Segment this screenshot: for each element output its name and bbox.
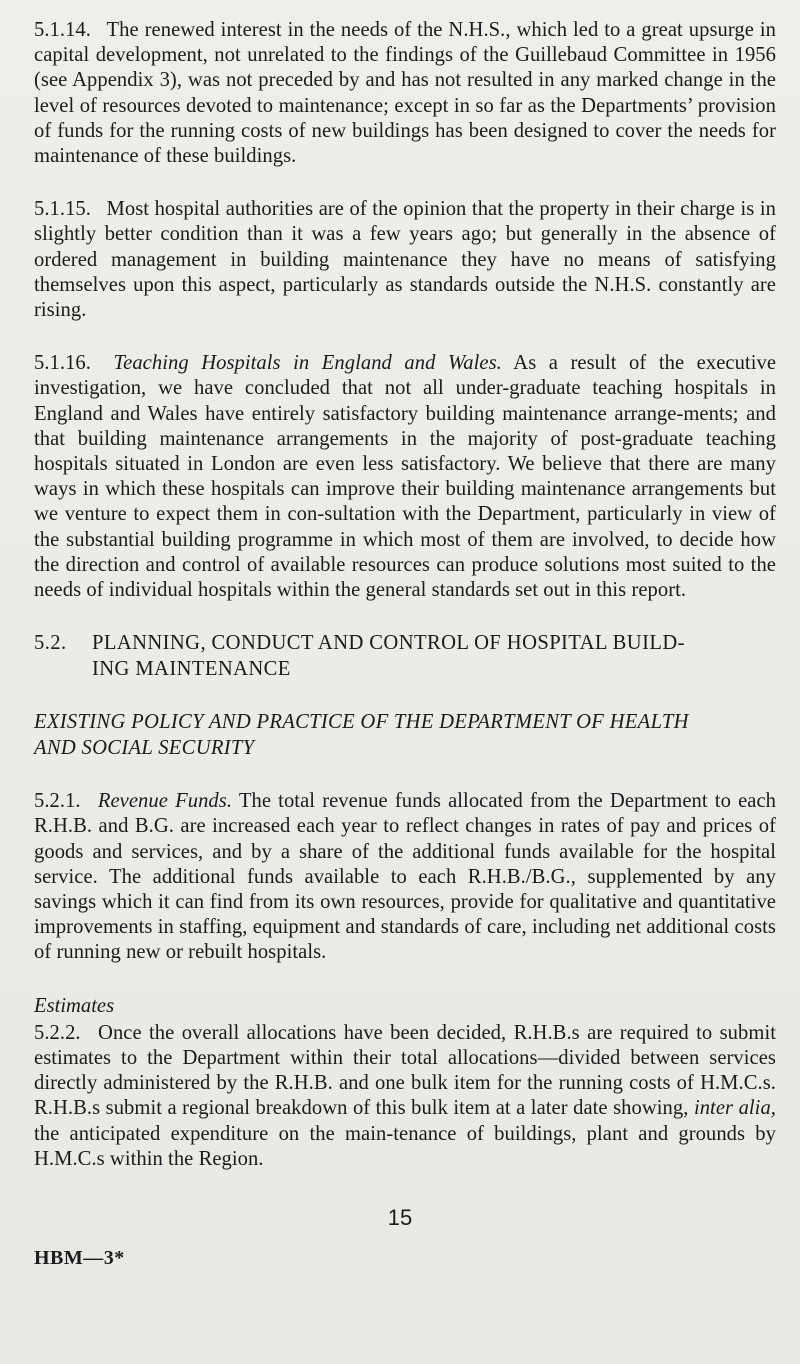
paragraph-italic-phrase: inter alia, xyxy=(693,1097,776,1120)
paragraph-number: 5.1.14. xyxy=(34,19,91,41)
subheading-line1: EXISTING POLICY AND PRACTICE OF THE DEPARTMENT OF HEALTH xyxy=(34,711,689,734)
paragraph-5-1-15 xyxy=(34,197,776,323)
section-number: 5.2. xyxy=(34,632,67,655)
subheading-line2: AND SOCIAL SECURITY xyxy=(34,736,255,759)
paragraph-5-2-2 xyxy=(34,1021,776,1172)
estimates-heading: Estimates xyxy=(34,994,115,1017)
paragraph-text: Most hospital authorities are of the opinion that the property in their charge is in slightly better condition than it was a few years ago; but generally in the absence of ordered management in building maintenance they have no means of satisfying themselves upon this aspect, particularly as standards outside the N.H.S. constantly are rising. xyxy=(34,198,776,322)
paragraph-title: Teaching Hospitals in England and Wales. xyxy=(113,352,502,375)
paragraph-5-1-16 xyxy=(34,351,776,603)
paragraph-text: The total revenue funds allocated from the Department to each R.H.B. and B.G. are increased each year to reflect changes in rates of pay and prices of goods and services, and by a share of the additional funds available for the hospital service. The additional funds available to each R.H.B./B.G., supplemented by any savings which it can find from its own resources, provide for qualitative and quantitative improvements in staffing, equipment and standards of care, including net additional costs of running new or rebuilt hospitals. xyxy=(34,790,777,964)
section-heading-line2: ING MAINTENANCE xyxy=(92,657,291,680)
paragraph-5-1-14 xyxy=(34,18,776,169)
section-heading-line1: PLANNING, CONDUCT AND CONTROL OF HOSPITAL BUILD- xyxy=(92,632,685,655)
paragraph-number: 5.1.15. xyxy=(34,198,91,221)
paragraph-title: Revenue Funds. xyxy=(97,790,233,813)
paragraph-text-continued: the anticipated expenditure on the main-tenance of buildings, plant and grounds by H.M.C.s within the Region. xyxy=(34,1122,776,1170)
paragraph-number: 5.1.16. xyxy=(34,352,91,375)
subheading xyxy=(34,710,776,761)
paragraph-number: 5.2.2. xyxy=(34,1021,81,1044)
paragraph-text: Once the overall allocations have been decided, R.H.B.s are required to submit estimates to the Department within their total allocations—divided between services directly administered by the R.H.B. and one bulk item for the running costs of H.M.C.s. R.H.B.s submit a regional breakdown of this bulk item at a later date showing, xyxy=(34,1021,776,1120)
footer-signature-mark: HBM—3* xyxy=(34,1247,125,1269)
paragraph-text: The renewed interest in the needs of the N.H.S., which led to a great upsurge in capital development, not unrelated to the findings of the Guillebaud Committee in 1956 (see Appendix 3), was not preceded by and has not resulted in any marked change in the level of resources devoted to maintenance; except in so far as the Departments’ provision of funds for the running costs of new buildings has been designed to cover the needs for maintenance of these buildings. xyxy=(34,19,776,168)
page-number: 15 xyxy=(387,1205,413,1230)
section-heading xyxy=(34,631,776,682)
paragraph-5-2-1 xyxy=(34,789,776,965)
paragraph-number: 5.2.1. xyxy=(34,790,81,813)
paragraph-text: As a result of the executive investigation, we have concluded that not all under-graduate teaching hospitals in England and Wales have entirely satisfactory building maintenance arrange-ments; and that building maintenance arrangements in the majority of post-graduate teaching hospitals situated in London are even less satisfactory. We believe that there are many ways in which these hospitals can improve their building maintenance arrangements but we venture to expect them in con-sultation with the Department, particularly in view of the substantial building programme in which most of them are involved, to decide how the direction and control of available resources can produce solutions most suited to the needs of individual hospitals within the general standards set out in this report. xyxy=(34,352,777,602)
